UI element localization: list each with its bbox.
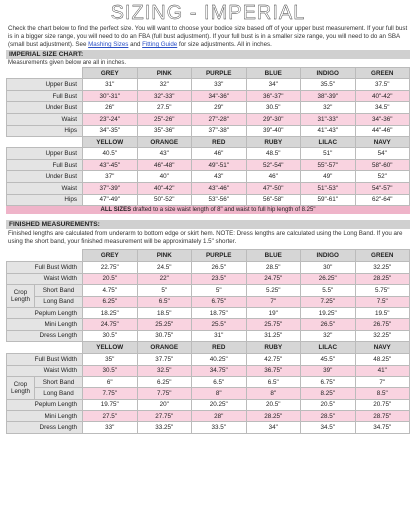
measurement-cell: 7.75" (83, 388, 138, 399)
crop-length-label: Crop Length (7, 285, 35, 308)
row-label: Full Bust Width (7, 354, 83, 365)
row-label: Under Bust (7, 171, 83, 183)
measurement-cell: 34"-35" (83, 125, 138, 137)
finished-row (7, 388, 410, 399)
measurement-cell: 30" (301, 262, 356, 273)
page-title: SIZING - IMPERIAL (110, 2, 306, 24)
measurement-cell: 30.5" (83, 330, 138, 341)
measurement-cell: 43"-45" (83, 159, 138, 171)
size-header-row (7, 137, 410, 148)
measurement-cell: 33.5" (192, 422, 247, 433)
measurement-cell: 18.25" (83, 307, 138, 318)
finished-top-body (7, 250, 410, 342)
measurement-cell: 7" (355, 376, 410, 387)
finished-row (7, 330, 410, 341)
header-spacer (7, 342, 83, 354)
size-column-header: BLUE (246, 68, 301, 79)
measurement-cell: 41"-43" (301, 125, 356, 137)
size-row (7, 194, 410, 206)
finished-row (7, 319, 410, 330)
measurement-cell: 20.75" (355, 399, 410, 410)
size-column-header: GREEN (355, 250, 410, 262)
measurement-cell: 22.75" (83, 262, 138, 273)
note-rest: drafted to a size waist length of 8" and waist to full hip length of 8.25" (131, 207, 316, 214)
size-chart-subheading: Measurements given below are all in inches. (8, 60, 127, 67)
measurement-cell: 39"-40" (246, 125, 301, 137)
measurement-cell: 24.75" (246, 273, 301, 284)
measurement-cell: 43"-46" (192, 183, 247, 195)
measurement-cell: 33.25" (137, 422, 192, 433)
size-header-row (7, 68, 410, 79)
measurement-cell: 6.75" (301, 376, 356, 387)
measurement-cell: 34.5" (355, 102, 410, 114)
measurement-cell: 35"-36" (137, 125, 192, 137)
measurement-cell: 23"-24" (83, 114, 138, 126)
row-label: Upper Bust (7, 148, 83, 160)
measurement-cell: 52"-54" (246, 159, 301, 171)
measurement-cell: 37"-38" (192, 125, 247, 137)
finished-header-row (7, 250, 410, 262)
measurement-cell: 24.5" (137, 262, 192, 273)
measurement-cell: 47"-50" (246, 183, 301, 195)
finished-heading: FINISHED MEASUREMENTS: (6, 220, 410, 229)
finished-row (7, 273, 410, 284)
finished-row (7, 285, 410, 296)
finished-row (7, 354, 410, 365)
row-label: Hips (7, 125, 83, 137)
measurement-cell: 6.75" (192, 296, 247, 307)
measurement-cell: 7" (246, 296, 301, 307)
measurement-cell: 18.75" (192, 307, 247, 318)
measurement-cell: 40" (137, 171, 192, 183)
measurement-cell: 34" (246, 422, 301, 433)
size-row (7, 183, 410, 195)
row-label: Hips (7, 194, 83, 206)
row-label: Peplum Length (7, 399, 83, 410)
measurement-cell: 6.25" (137, 376, 192, 387)
size-column-header: GREEN (355, 68, 410, 79)
measurement-cell: 47"-49" (83, 194, 138, 206)
measurement-cell: 5" (192, 285, 247, 296)
measurement-cell: 28.25" (355, 273, 410, 284)
measurement-cell: 59"-61" (301, 194, 356, 206)
measurement-cell: 8.25" (301, 388, 356, 399)
size-column-header: GREY (83, 68, 138, 79)
measurement-cell: 48.5" (246, 148, 301, 160)
measurement-cell: 8" (192, 388, 247, 399)
measurement-cell: 32"-33" (137, 90, 192, 102)
measurement-cell: 49" (301, 171, 356, 183)
size-column-header: NAVY (355, 342, 410, 354)
note-bold: ALL SIZES (100, 207, 132, 214)
header-spacer (7, 137, 83, 148)
measurement-cell: 46" (192, 148, 247, 160)
measurement-cell: 27.5" (137, 102, 192, 114)
measurement-cell: 6.25" (83, 296, 138, 307)
measurement-cell: 22" (137, 273, 192, 284)
measurement-cell: 7.75" (137, 388, 192, 399)
measurement-cell: 25.75" (246, 319, 301, 330)
row-label: Waist (7, 114, 83, 126)
measurement-cell: 20.25" (192, 399, 247, 410)
measurement-cell: 33" (83, 422, 138, 433)
measurement-cell: 25.5" (192, 319, 247, 330)
measurement-cell: 28.75" (355, 411, 410, 422)
size-chart-top-body (7, 68, 410, 137)
size-column-header: RED (192, 342, 247, 354)
measurement-cell: 51" (301, 148, 356, 160)
header-spacer (7, 250, 83, 262)
finished-header-row (7, 342, 410, 354)
measurement-cell: 28.5" (301, 411, 356, 422)
size-row (7, 148, 410, 160)
size-column-header: LILAC (301, 137, 356, 148)
row-label: Peplum Length (7, 307, 83, 318)
size-column-header: INDIGO (301, 68, 356, 79)
size-column-header: LILAC (301, 342, 356, 354)
measurement-cell: 35.5" (301, 79, 356, 91)
row-label: Long Band (35, 296, 83, 307)
measurement-cell: 62"-64" (355, 194, 410, 206)
size-row (7, 102, 410, 114)
row-label: Upper Bust (7, 79, 83, 91)
measurement-cell: 5.5" (301, 285, 356, 296)
measurement-cell: 54" (355, 148, 410, 160)
measurement-cell: 29" (192, 102, 247, 114)
size-column-header: INDIGO (301, 250, 356, 262)
measurement-cell: 24.75" (83, 319, 138, 330)
measurement-cell: 32.5" (137, 365, 192, 376)
measurement-cell: 38"-39" (301, 90, 356, 102)
measurement-cell: 34"-36" (355, 114, 410, 126)
size-column-header: PURPLE (192, 250, 247, 262)
measurement-cell: 44"-46" (355, 125, 410, 137)
measurement-cell: 37" (83, 171, 138, 183)
measurement-cell: 49"-51" (192, 159, 247, 171)
measurement-cell: 52" (355, 171, 410, 183)
size-column-header: ORANGE (137, 342, 192, 354)
measurement-cell: 6.5" (246, 376, 301, 387)
finished-bottom-body (7, 342, 410, 434)
measurement-cell: 34.5" (301, 422, 356, 433)
measurement-cell: 31" (192, 330, 247, 341)
row-label: Mini Length (7, 411, 83, 422)
measurement-cell: 40"-42" (137, 183, 192, 195)
measurement-cell: 7.5" (355, 296, 410, 307)
row-label: Waist (7, 183, 83, 195)
finished-row (7, 296, 410, 307)
crop-length-label: Crop Length (7, 376, 35, 399)
row-label: Waist Width (7, 273, 83, 284)
measurement-cell: 5.25" (246, 285, 301, 296)
measurement-cell: 27.5" (83, 411, 138, 422)
measurement-cell: 30.5" (83, 365, 138, 376)
measurement-cell: 39" (301, 365, 356, 376)
size-column-header: RUBY (246, 137, 301, 148)
measurement-cell: 34" (246, 79, 301, 91)
measurement-cell: 29"-30" (246, 114, 301, 126)
measurement-cell: 36.75" (246, 365, 301, 376)
header-spacer (7, 68, 83, 79)
finished-row (7, 422, 410, 433)
measurement-cell: 32" (137, 79, 192, 91)
intro-text (8, 25, 410, 49)
intro-part-2: for size adjustments. All in inches. (177, 41, 272, 49)
measurement-cell: 7.25" (301, 296, 356, 307)
size-column-header: PINK (137, 68, 192, 79)
measurement-cell: 40"-42" (355, 90, 410, 102)
measurement-cell: 41" (355, 365, 410, 376)
finished-row (7, 411, 410, 422)
measurement-cell: 37.75" (137, 354, 192, 365)
finished-row (7, 376, 410, 387)
measurement-cell: 58"-60" (355, 159, 410, 171)
size-chart-table (6, 67, 410, 206)
row-label: Dress Length (7, 330, 83, 341)
measurement-cell: 26.25" (301, 273, 356, 284)
size-row (7, 125, 410, 137)
measurement-cell: 32" (301, 330, 356, 341)
measurement-cell: 20.5" (83, 273, 138, 284)
measurement-cell: 19.5" (355, 307, 410, 318)
intro-and: and (128, 41, 143, 49)
size-row (7, 79, 410, 91)
size-chart-heading: IMPERIAL SIZE CHART: (6, 50, 410, 59)
measurement-cell: 8" (246, 388, 301, 399)
measurement-cell: 6" (83, 376, 138, 387)
finished-row (7, 399, 410, 410)
measurement-cell: 54"-57" (355, 183, 410, 195)
measurement-cell: 48.25" (355, 354, 410, 365)
measurement-cell: 27.75" (137, 411, 192, 422)
size-column-header: YELLOW (83, 342, 138, 354)
measurement-cell: 19" (246, 307, 301, 318)
size-column-header: ORANGE (137, 137, 192, 148)
measurement-cell: 43" (137, 148, 192, 160)
row-label: Dress Length (7, 422, 83, 433)
measurement-cell: 30.5" (246, 102, 301, 114)
finished-table (6, 249, 410, 433)
finished-row (7, 262, 410, 273)
measurement-cell: 28.5" (246, 262, 301, 273)
finished-intro: Finished lengths are calculated from underarm to bottom edge or skirt hem. NOTE: Dress lengths are calculated using the Long Band. If you are using the short band, your finished measurement will be approximately 1.5" shorter. (8, 230, 403, 246)
size-column-header: PURPLE (192, 68, 247, 79)
size-chart-bottom-body (7, 137, 410, 206)
measurement-cell: 35" (83, 354, 138, 365)
measurement-cell: 20" (137, 399, 192, 410)
measurement-cell: 30.75" (137, 330, 192, 341)
measurement-cell: 43" (192, 171, 247, 183)
measurement-cell: 5" (137, 285, 192, 296)
size-column-header: RED (192, 137, 247, 148)
measurement-cell: 20.5" (246, 399, 301, 410)
measurement-cell: 37.5" (355, 79, 410, 91)
size-column-header: PINK (137, 250, 192, 262)
measurement-cell: 5.75" (355, 285, 410, 296)
measurement-cell: 42.75" (246, 354, 301, 365)
size-column-header: YELLOW (83, 137, 138, 148)
measurement-cell: 27"-28" (192, 114, 247, 126)
measurement-cell: 25.25" (137, 319, 192, 330)
size-column-header: BLUE (246, 250, 301, 262)
size-row (7, 171, 410, 183)
measurement-cell: 6.5" (137, 296, 192, 307)
measurement-cell: 51"-53" (301, 183, 356, 195)
size-column-header: GREY (83, 250, 138, 262)
measurement-cell: 8.5" (355, 388, 410, 399)
measurement-cell: 46"-48" (137, 159, 192, 171)
measurement-cell: 55"-57" (301, 159, 356, 171)
measurement-cell: 31.25" (246, 330, 301, 341)
measurement-cell: 40.25" (192, 354, 247, 365)
measurement-cell: 33" (192, 79, 247, 91)
measurement-cell: 26.75" (355, 319, 410, 330)
size-row (7, 159, 410, 171)
size-row (7, 90, 410, 102)
measurement-cell: 32.25" (355, 262, 410, 273)
measurement-cell: 34.75" (192, 365, 247, 376)
measurement-cell: 37"-39" (83, 183, 138, 195)
measurement-cell: 31" (83, 79, 138, 91)
measurement-cell: 19.75" (83, 399, 138, 410)
measurement-cell: 26.5" (301, 319, 356, 330)
measurement-cell: 6.5" (192, 376, 247, 387)
row-label: Short Band (35, 285, 83, 296)
measurement-cell: 53"-56" (192, 194, 247, 206)
measurement-cell: 28" (192, 411, 247, 422)
measurement-cell: 26.5" (192, 262, 247, 273)
measurement-cell: 26" (83, 102, 138, 114)
row-label: Long Band (35, 388, 83, 399)
row-label: Short Band (35, 376, 83, 387)
measurement-cell: 23.5" (192, 273, 247, 284)
measurement-cell: 34"-36" (192, 90, 247, 102)
measurement-cell: 28.25" (246, 411, 301, 422)
measurement-cell: 4.75" (83, 285, 138, 296)
measurement-cell: 32.25" (355, 330, 410, 341)
row-label: Under Bust (7, 102, 83, 114)
measurement-cell: 32" (301, 102, 356, 114)
finished-row (7, 307, 410, 318)
row-label: Full Bust (7, 90, 83, 102)
measurement-cell: 40.5" (83, 148, 138, 160)
measurement-cell: 20.5" (301, 399, 356, 410)
size-column-header: NAVY (355, 137, 410, 148)
row-label: Mini Length (7, 319, 83, 330)
sizing-page (6, 0, 410, 434)
size-row (7, 114, 410, 126)
measurement-cell: 18.5" (137, 307, 192, 318)
measurement-cell: 30"-31" (83, 90, 138, 102)
row-label: Full Bust Width (7, 262, 83, 273)
measurement-cell: 25"-26" (137, 114, 192, 126)
measurement-cell: 31"-33" (301, 114, 356, 126)
mashing-sizes-link[interactable]: Mashing Sizes (88, 41, 129, 49)
measurement-cell: 46" (246, 171, 301, 183)
measurement-cell: 45.5" (301, 354, 356, 365)
finished-row (7, 365, 410, 376)
measurement-cell: 56"-58" (246, 194, 301, 206)
row-label: Full Bust (7, 159, 83, 171)
row-label: Waist Width (7, 365, 83, 376)
measurement-cell: 34.75" (355, 422, 410, 433)
measurement-cell: 50"-52" (137, 194, 192, 206)
size-chart-note (6, 206, 410, 214)
intro-part-1: Check the chart below to find the perfect size. You will want to choose your bodice size based off of your upper bust measurement. If your full bust is in a bigger size range, you will need to do an FBA (full bust adjustment). If your full bust is in a smaller size range, you will need to do an SBA (small bust adjustment). See (8, 25, 408, 49)
measurement-cell: 19.25" (301, 307, 356, 318)
fitting-guide-link[interactable]: Fitting Guide (142, 41, 178, 49)
size-column-header: RUBY (246, 342, 301, 354)
measurement-cell: 36"-37" (246, 90, 301, 102)
